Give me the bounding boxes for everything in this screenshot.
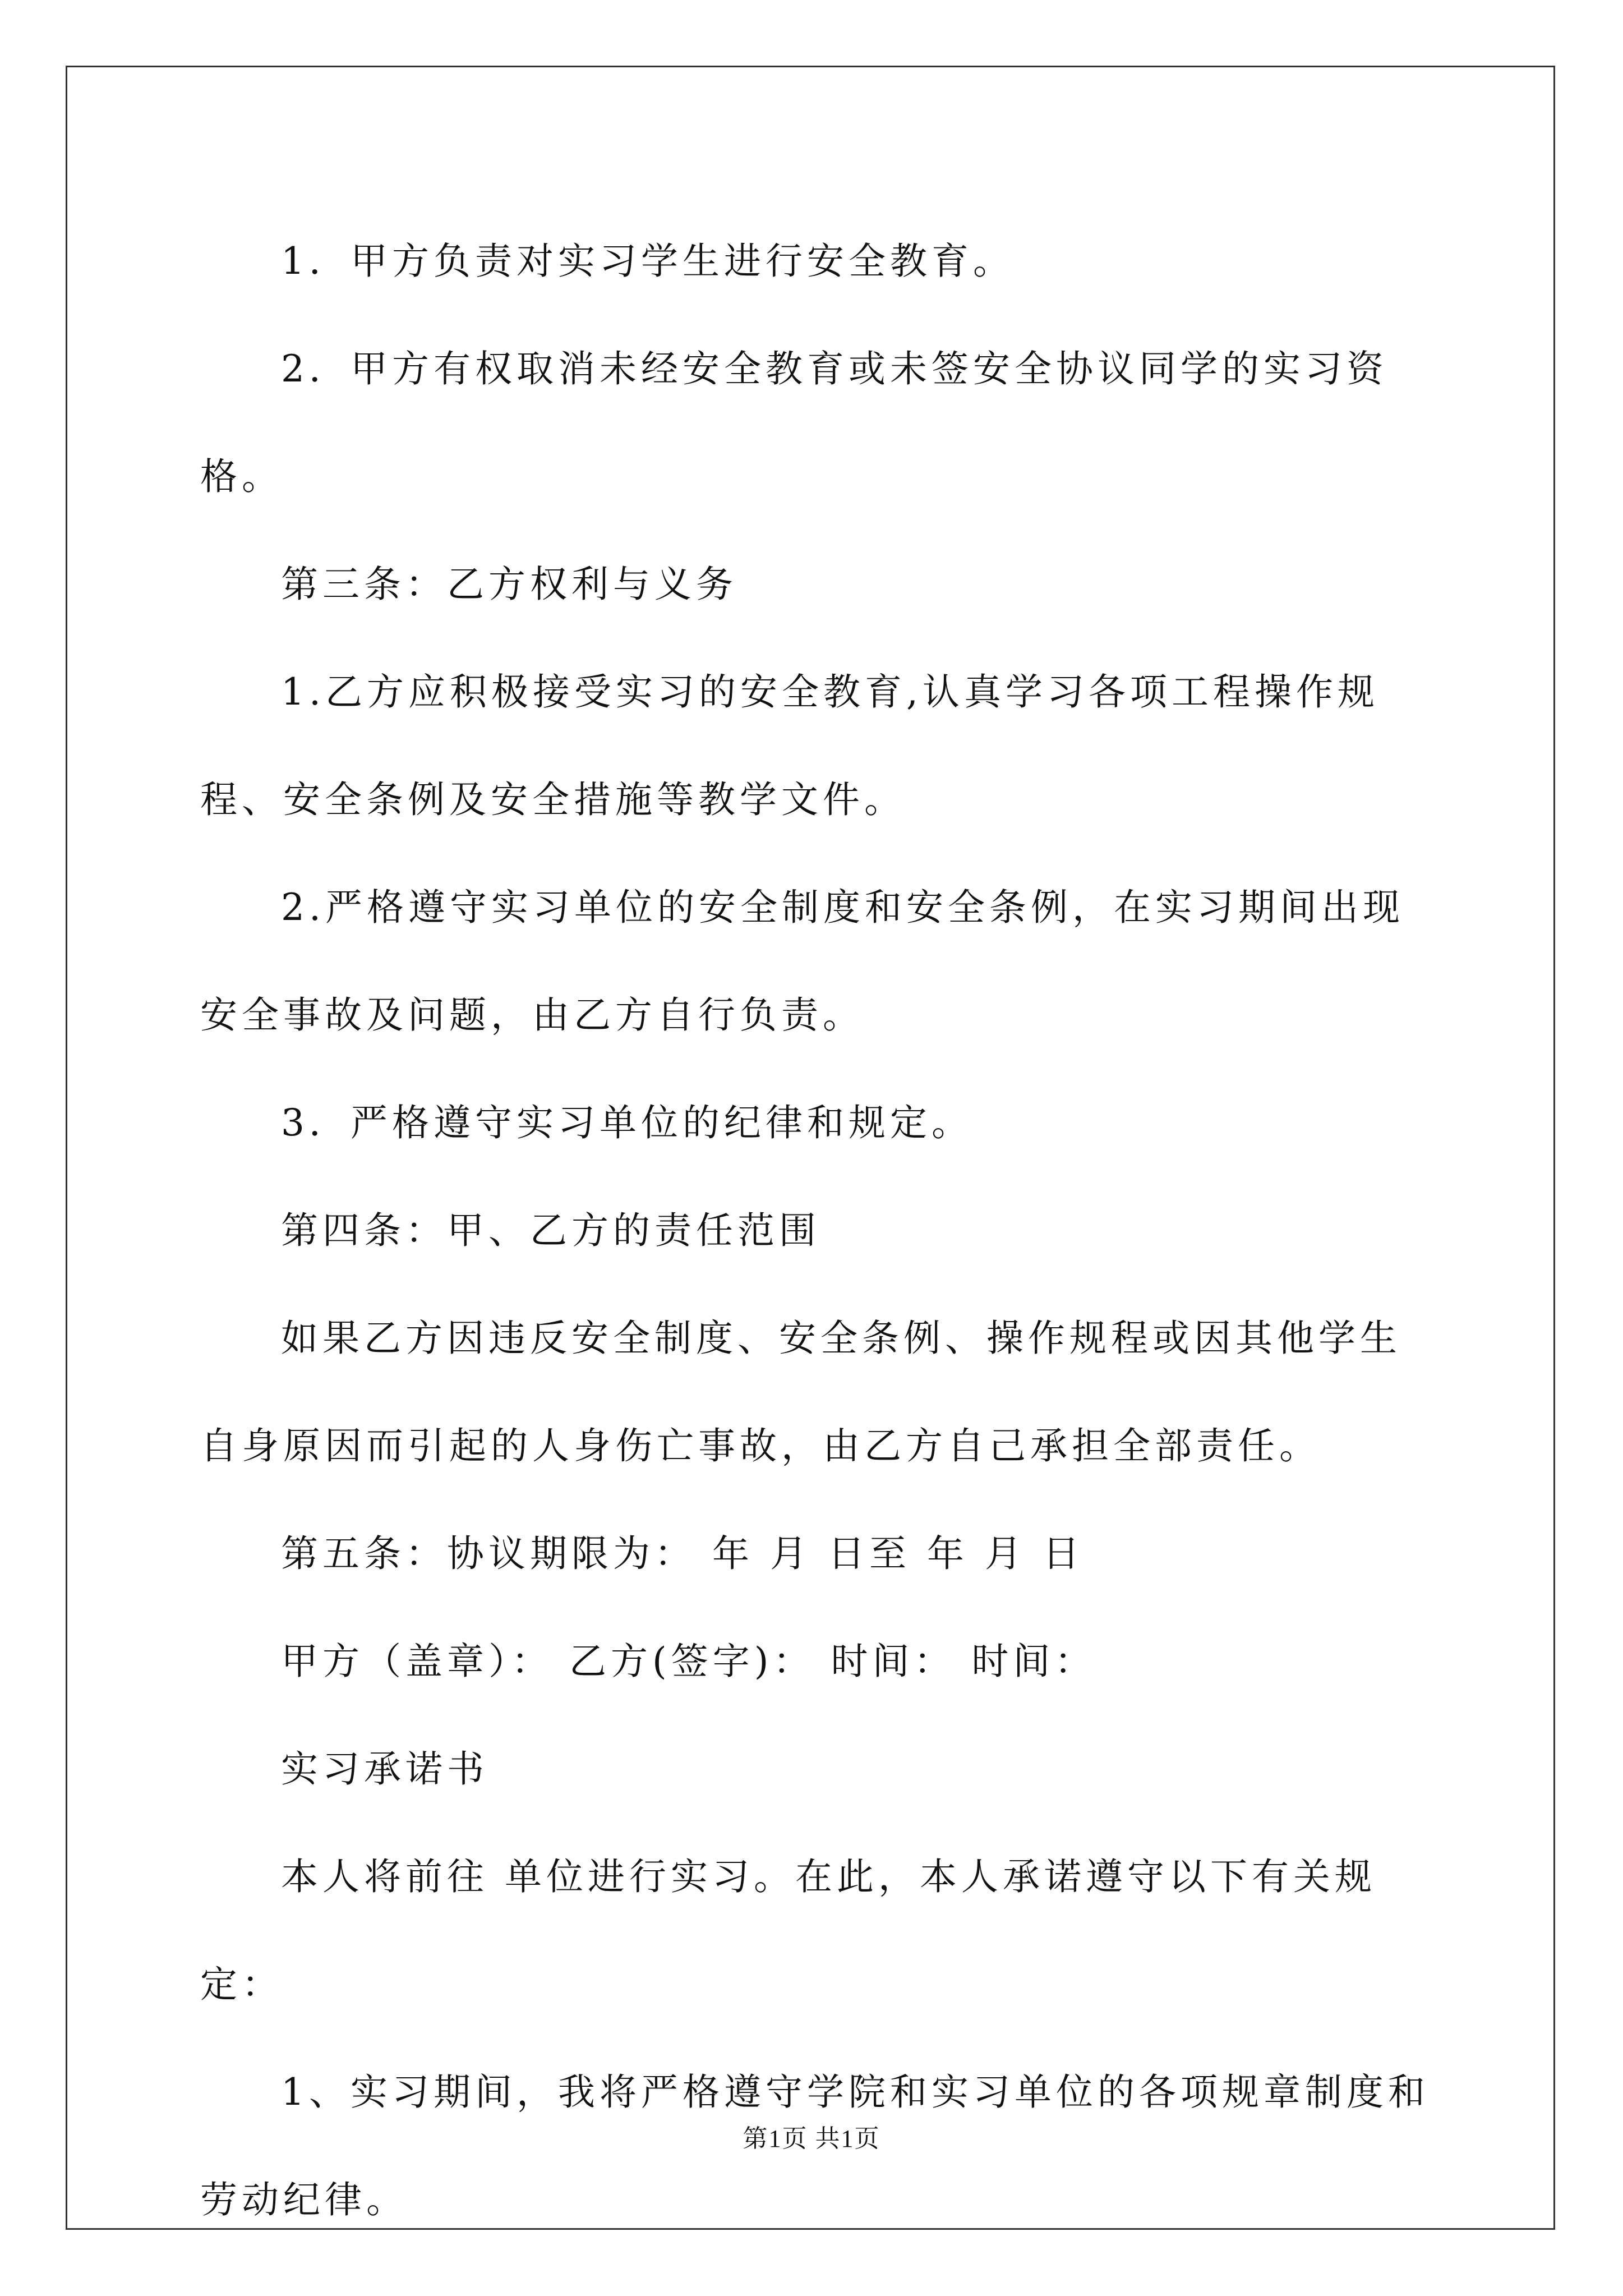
paragraph-6: 3．严格遵守实习单位的纪律和规定。	[281, 1101, 973, 1144]
paragraph-5: 2.严格遵守实习单位的安全制度和安全条例，在实习期间出现安全事故及问题，由乙方自行负责。	[200, 886, 1404, 1037]
paragraph-8: 如果乙方因违反安全制度、安全条例、操作规程或因其他学生自身原因而引起的人身伤亡事故，由乙方自己承担全部责任。	[200, 1317, 1401, 1467]
document-body	[200, 208, 1440, 2254]
paragraph-12: 本人将前往 单位进行实习。在此，本人承诺遵守以下有关规定：	[200, 1855, 1376, 2006]
signature-line: 甲方（盖章）： 乙方(签字)： 时间： 时间：	[281, 1640, 1096, 1683]
paragraph-4: 1.乙方应积极接受实习的安全教育,认真学习各项工程操作规程、安全条例及安全措施等教学文件。	[200, 670, 1379, 821]
section-heading-4: 第四条：甲、乙方的责任范围	[281, 1209, 820, 1252]
section-heading-3: 第三条：乙方权利与义务	[281, 563, 737, 606]
paragraph-2: 2．甲方有权取消未经安全教育或未签安全协议同学的实习资格。	[200, 347, 1388, 498]
paragraph-1: 1．甲方负责对实习学生进行安全教育。	[281, 240, 1015, 283]
pledge-title: 实习承诺书	[281, 1747, 488, 1791]
page-footer: 第1页 共1页	[743, 2125, 880, 2152]
section-heading-5: 第五条：协议期限为： 年 月 日至 年 月 日	[281, 1532, 1084, 1575]
paragraph-13: 1、实习期间，我将严格遵守学院和实习单位的各项规章制度和劳动纪律。	[200, 2070, 1430, 2221]
